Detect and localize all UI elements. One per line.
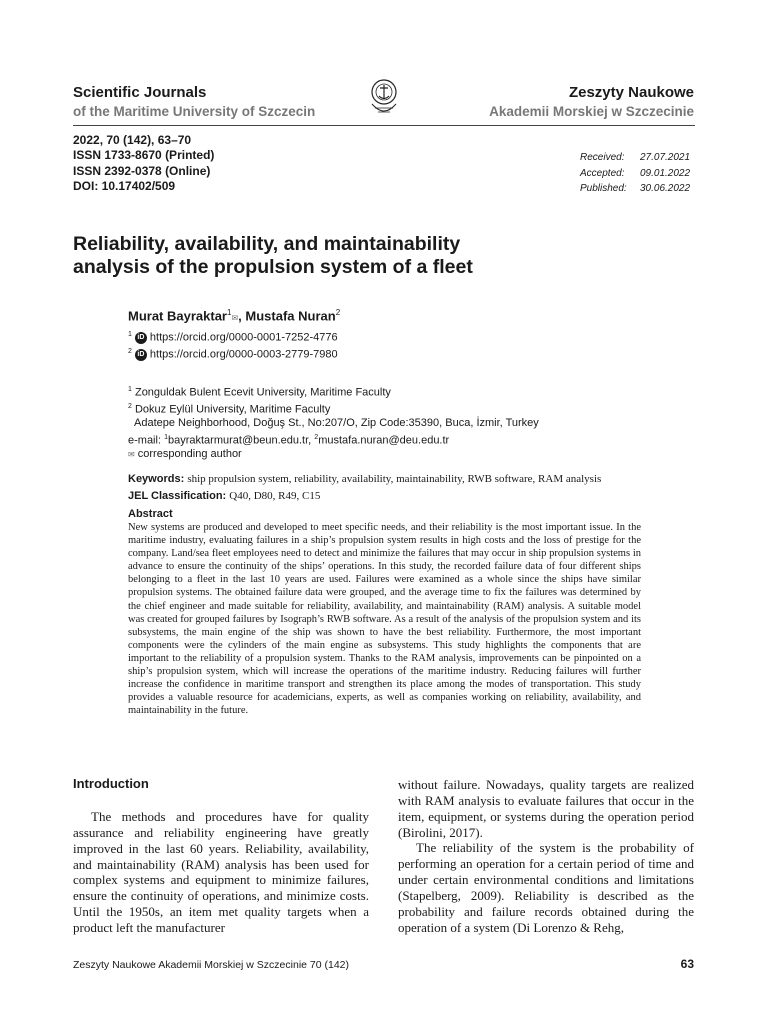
published-date: 30.06.2022 (640, 183, 691, 195)
page-number: 63 (680, 957, 694, 971)
paragraph: without failure. Nowadays, quality targets are realized with RAM analysis to evaluate failures that occur in the item, equipment, or systems during the operation period (Birolini, 2017). (398, 777, 694, 840)
corresponding-note (128, 448, 539, 461)
author-name: Murat Bayraktar (128, 308, 227, 324)
email-number: 2 (314, 433, 319, 441)
orcid-line (128, 331, 338, 344)
journal-title-en: Scientific Journals (73, 84, 207, 101)
accepted-date: 09.01.2022 (640, 167, 691, 179)
email-number: 1 (164, 433, 168, 441)
affil-text: Dokuz Eylül University, Maritime Faculty (134, 403, 331, 416)
author-separator: , (238, 308, 246, 324)
body-column-left: The methods and procedures have for quality assurance and reliability engineering have greatly improved in the last 60 years. Reliability, availability, and maintainability (RAM) analysis has been used for complex systems and equipment to minimize failures, ensure the continuity of operations, and minimize costs. Until the 1950s, an item met quality targets when a product left the manufacturer (73, 809, 369, 935)
issn-online: ISSN 2392-0378 (Online) (73, 163, 211, 178)
journal-subtitle-en: of the Maritime University of Szczecin (73, 104, 316, 119)
orcid-link[interactable]: https://orcid.org/0000-0001-7252-4776 (149, 331, 338, 344)
published-label: Published: (580, 183, 627, 195)
journal-subtitle-pl: Akademii Morskiej w Szczecinie (489, 104, 694, 119)
issn-print: ISSN 1733-8670 (Printed) (73, 148, 215, 163)
jel-label: JEL Classification: (128, 489, 227, 502)
affiliation-address: Adatepe Neighborhood, Doğuş St., No:207/O, Zip Code:35390, Buca, İzmir, Turkey (134, 417, 539, 430)
keywords-block (128, 471, 648, 504)
author-sup: 2 (335, 308, 341, 317)
university-seal-logo (366, 78, 402, 122)
paragraph: The reliability of the system is the probability of performing an operation for a certain period of time and under certain environmental conditions and limitations (Stapelberg, 2009). Reliability is described as the probability and failure records obtained during the operation of a system (Di Lorenzo & Rehg, (398, 840, 694, 935)
article-dates (580, 150, 690, 197)
orcid-number: 1 (128, 331, 132, 338)
journal-title-pl: Zeszyty Naukowe (568, 84, 694, 101)
email-label: e-mail: (128, 434, 165, 447)
keywords-line (128, 471, 648, 488)
corresponding-icon: ✉ (128, 449, 135, 459)
header-rule (73, 125, 695, 126)
email-line (128, 431, 539, 448)
abstract-heading: Abstract (128, 508, 173, 520)
affil-text: Zonguldak Bulent Ecevit University, Maritime Faculty (134, 386, 391, 399)
affil-number: 2 (128, 403, 132, 411)
affiliation-1 (128, 383, 539, 400)
keywords-label: Keywords: (128, 473, 185, 485)
author-name: Mustafa Nuran (245, 308, 336, 324)
footer-journal: Zeszyty Naukowe Akademii Morskiej w Szczecinie 70 (142) (73, 959, 350, 971)
jel-text: Q40, D80, R49, C15 (229, 489, 321, 502)
jel-line (128, 488, 648, 505)
section-heading-introduction: Introduction (73, 776, 149, 791)
email-link[interactable]: mustafa.nuran@deu.edu.tr (318, 434, 450, 447)
affiliation-2 (128, 400, 539, 417)
received-label: Received: (580, 152, 625, 163)
corresponding-text: corresponding author (137, 447, 242, 460)
author-sup: 1 (227, 308, 232, 317)
article-title-line1: Reliability, availability, and maintainability (73, 233, 461, 255)
abstract-text: New systems are produced and developed to meet specific needs, and their reliability is the most important issue. In the maritime industry, evaluating failures in a ship’s propulsion system results in high costs and the loss of prestige for the company. Land/sea fleet employees need to detect and minimize the failures that may occur in ship propulsion systems in advance to ensure the continuity of the ships’ operations. In this study, the recorded failure data of four different ships belonging to a fleet in the last 10 years are used. Failures were examined as a whole since the ships have similar propulsion systems. The obtained failure data were grouped, and the average time to fix the failures was determined by the chief engineer and made suitable for reliability, availability, and maintainability (RAM) analysis. A suitable model was created for grouped failures by Isograph’s RWB software. As a result of the analysis of the propulsion system and its subsystems, the main engine of the ship was shown to have the best reliability. Furthermore, the most important components were the cylinders of the main engine as subsystems. This study highlights the components that are important to the reliability of a propulsion system. Thanks to the RAM analysis, improvements can be pinpointed on a ship’s propulsion system, which will increase the operations of the maritime industry. Reducing failures will further increase the confidence in maritime transport and strengthen its place among the modes of transportation. This study provides a valuable resource for academicians, experts, as well as companies working on reliability, availability, and maintainability in the future. (128, 522, 641, 717)
issue-volume: 2022, 70 (142), 63–70 (73, 133, 192, 147)
article-title (73, 233, 673, 279)
affil-number: 1 (128, 386, 132, 393)
orcid-link[interactable]: https://orcid.org/0000-0003-2779-7980 (149, 348, 338, 361)
orcid-icon: iD (135, 349, 147, 361)
authors (128, 308, 340, 323)
doi[interactable]: DOI: 10.17402/509 (73, 178, 176, 193)
orcid-icon: iD (135, 332, 147, 344)
article-title-line2: analysis of the propulsion system of a fleet (73, 256, 473, 278)
keywords-text: ship propulsion system, reliability, availability, maintainability, RWB software, RAM analysis (187, 473, 602, 485)
orcid-line (128, 348, 338, 361)
received-date: 27.07.2021 (640, 152, 691, 163)
accepted-label: Accepted: (580, 167, 625, 179)
orcid-number: 2 (128, 348, 132, 355)
corresponding-icon: ✉ (231, 313, 239, 323)
affiliations (128, 383, 539, 461)
body-column-right (398, 777, 694, 935)
issue-info (73, 133, 214, 194)
email-link[interactable]: bayraktarmurat@beun.edu.tr, (167, 434, 315, 447)
